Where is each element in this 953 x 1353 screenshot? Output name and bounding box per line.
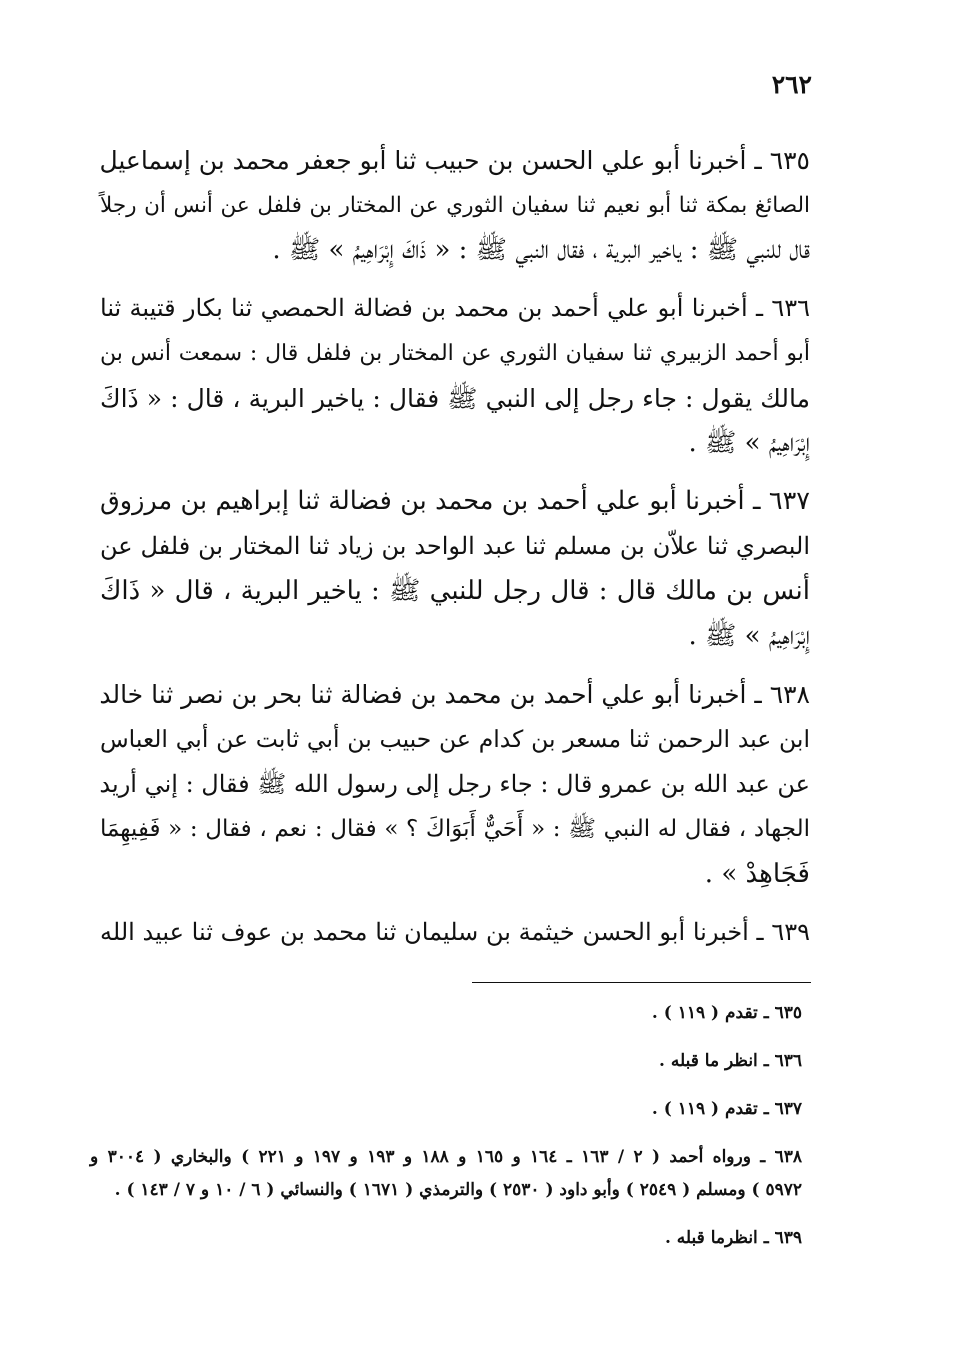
footnote-line: ٦٣٥ ـ تقدم ( ١١٩ ) . [651, 1003, 802, 1023]
footnote-638 [90, 1141, 802, 1207]
footnote-divider [472, 982, 811, 983]
footnote-line: ٥٩٧٢ ) ومسلم ( ٢٥٤٩ ) وأبو داود ( ٢٥٣٠ ) والترمذي ( ١٦٧١ ) والنسائي ( ٦ / ١٠ و ٧ / ١٤٣ ) . [114, 1180, 802, 1200]
text-line: ٦٣٧ ـ أخبرنا أبو علي أحمد بن محمد بن فضالة ثنا إبراهيم بن مرزوق [100, 486, 810, 516]
text-line: ٦٣٩ ـ أخبرنا أبو الحسن خيثمة بن سليمان ثنا محمد بن عوف ثنا عبيد الله [100, 918, 810, 946]
paragraph-638 [100, 672, 810, 897]
paragraph-636 [100, 286, 810, 466]
footnotes [90, 997, 802, 1270]
footnote-637 [90, 1093, 802, 1126]
text-line: فَجَاهِدْ » . [704, 859, 810, 889]
footnote-636 [90, 1045, 802, 1078]
text-line: الصائغ بمكة ثنا أبو نعيم ثنا سفيان الثوري عن المختار بن فلفل عن أنس أن رجلاً [100, 193, 810, 218]
footnote-line: ٦٣٨ ـ ورواه أحمد ( ٢ / ١٦٣ ـ ١٦٤ و ١٦٥ و ١٨٨ و ١٩٣ و ١٩٧ و ٢٢١ ) والبخاري ( ٣٠٠٤ و [90, 1147, 803, 1167]
paragraph-637 [100, 479, 810, 659]
footnote-line: ٦٣٦ ـ انظر ما قبله . [659, 1051, 802, 1071]
paragraph-635 [100, 138, 810, 273]
text-line: الجهاد ، فقال له النبي ﷺ : « أَحَيٌّ أَبَوَاكَ ؟ » فقال : نعم ، فقال : « فَفِيهِمَا [100, 816, 810, 842]
footnote-635 [90, 997, 802, 1030]
text-line: ابن عبد الرحمن ثنا مسعر بن كدام عن حبيب بن أبي ثابت عن أبي العباس [100, 725, 810, 753]
text-line: إِبْرَاهِيمُ » ﷺ . [688, 428, 810, 458]
footnote-line: ٦٣٩ ـ انظرما قبله . [664, 1228, 802, 1248]
footnote-line: ٦٣٧ ـ تقدم ( ١١٩ ) . [651, 1099, 802, 1119]
text-line: ٦٣٨ ـ أخبرنا أبو علي أحمد بن محمد بن فضالة ثنا بحر بن نصر ثنا خالد [99, 680, 810, 709]
text-line: أبو أحمد الزبيري ثنا سفيان الثوري عن المختار بن فلفل قال : سمعت أنس بن [100, 341, 810, 366]
page-number: ٢٦٢ [771, 70, 812, 99]
text-line: قال للنبي ﷺ : ياخير البرية ، فقال النبي ﷺ : « ذَاكَ إِبْرَاهِيمُ » ﷺ . [272, 235, 810, 265]
text-line: البصري ثنا علاّن بن مسلم ثنا عبد الواحد بن زياد ثنا المختار بن فلفل عن [100, 532, 810, 560]
text-line: مالك يقول : جاء رجل إلى النبي ﷺ فقال : ياخير البرية ، قال : « ذَاكَ [100, 384, 810, 413]
main-text [100, 138, 810, 968]
text-line: ٦٣٥ ـ أخبرنا أبو علي الحسن بن حبيب ثنا أبو جعفر محمد بن إسماعيل [99, 146, 810, 175]
text-line: عن عبد الله بن عمرو قال : جاء رجل إلى رسول الله ﷺ فقال : إني أريد [99, 770, 810, 798]
text-line: ٦٣٦ ـ أخبرنا أبو علي أحمد بن محمد بن فضالة الحمصي ثنا بكار قتيبة ثنا [100, 294, 810, 322]
text-line: إِبْرَاهِيمُ » ﷺ . [688, 621, 810, 651]
text-line: أنس بن مالك قال : قال رجل للنبي ﷺ : ياخير البرية ، قال « ذَاكَ [100, 576, 810, 606]
paragraph-639 [100, 910, 810, 955]
footnote-639 [90, 1222, 802, 1255]
